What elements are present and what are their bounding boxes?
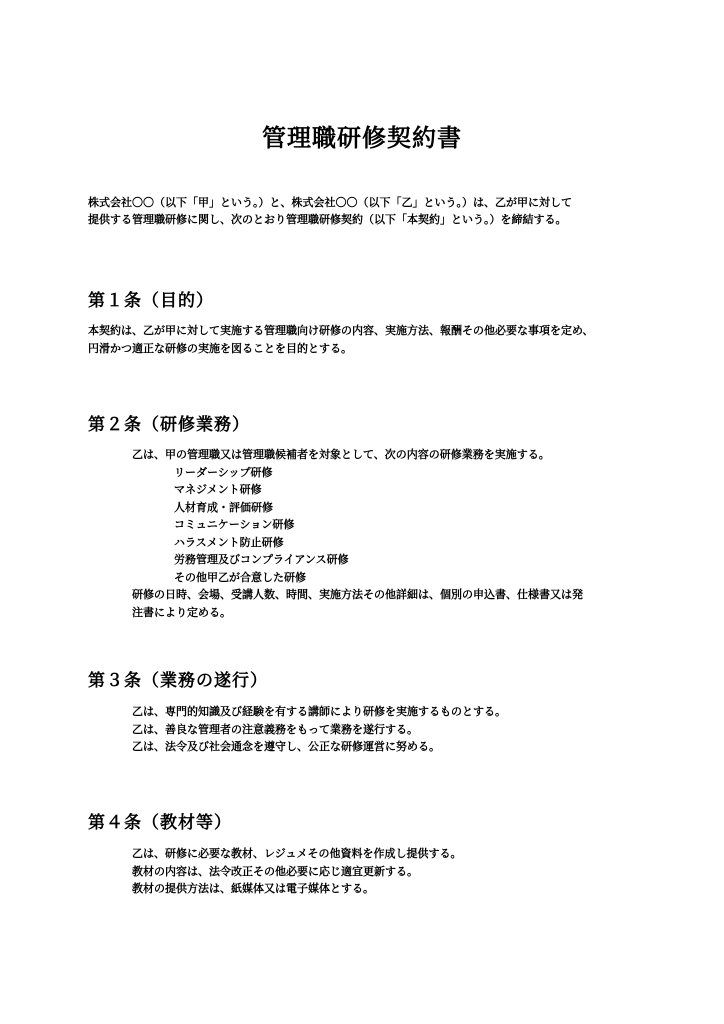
article-2-item: 人材育成・評価研修 xyxy=(174,500,273,514)
article-2-tail-line: 研修の日時、会場、受講人数、時間、実施方法その他詳細は、個別の申込書、仕様書又は発 xyxy=(132,588,583,601)
intro-line: 提供する管理職研修に関し、次のとおり管理職研修契約（以下「本契約」という。）を締結する。 xyxy=(88,213,567,226)
article-2-item: リーダーシップ研修 xyxy=(174,465,273,479)
article-3-line: 乙は、法令及び社会通念を遵守し、公正な研修運営に努める。 xyxy=(132,740,440,753)
article-1-line: 本契約は、乙が甲に対して実施する管理職向け研修の内容、実施方法、報酬その他必要な事項を定め、 xyxy=(88,324,594,337)
article-4-line: 教材の提供方法は、紙媒体又は電子媒体とする。 xyxy=(132,882,374,895)
article-2-item: マネジメント研修 xyxy=(174,483,262,496)
article-3-heading: 第３条（業務の遂行） xyxy=(88,671,268,691)
article-3-body xyxy=(132,703,506,756)
intro-paragraph xyxy=(88,194,648,228)
article-2-item: 労務管理及びコンプライアンス研修 xyxy=(174,553,349,566)
article-4-body xyxy=(132,845,462,898)
article-2-lead: 乙は、甲の管理職又は管理職候補者を対象として、次の内容の研修業務を実施する。 xyxy=(132,448,550,461)
article-1-line: 円滑かつ適正な研修の実施を図ることを目的とする。 xyxy=(88,341,352,355)
article-4-line: 教材の内容は、法令改正その他必要に応じ適宜更新する。 xyxy=(132,864,418,878)
article-2-body xyxy=(132,446,583,621)
article-3-line: 乙は、善良な管理者の注意義務をもって業務を遂行する。 xyxy=(132,722,418,736)
article-4-line: 乙は、研修に必要な教材、レジュメその他資料を作成し提供する。 xyxy=(132,847,462,860)
intro-line: 株式会社〇〇（以下「甲」という。）と、株式会社〇〇（以下「乙」という。）は、乙が甲に対して xyxy=(88,196,572,209)
article-2-item: その他甲乙が合意した研修 xyxy=(174,570,306,584)
document-title: 管理職研修契約書 xyxy=(262,124,462,152)
article-1-body xyxy=(88,322,594,357)
article-4-heading: 第４条（教材等） xyxy=(88,813,232,833)
article-2-item: ハラスメント防止研修 xyxy=(174,535,284,549)
article-2-item: コミュニケーション研修 xyxy=(174,518,295,531)
article-2-heading: 第２条（研修業務） xyxy=(88,415,250,435)
article-1-heading: 第１条（目的） xyxy=(88,291,214,311)
article-2-tail-line: 注書により定める。 xyxy=(132,605,231,619)
article-3-line: 乙は、専門的知識及び経験を有する講師により研修を実施するものとする。 xyxy=(132,705,506,718)
